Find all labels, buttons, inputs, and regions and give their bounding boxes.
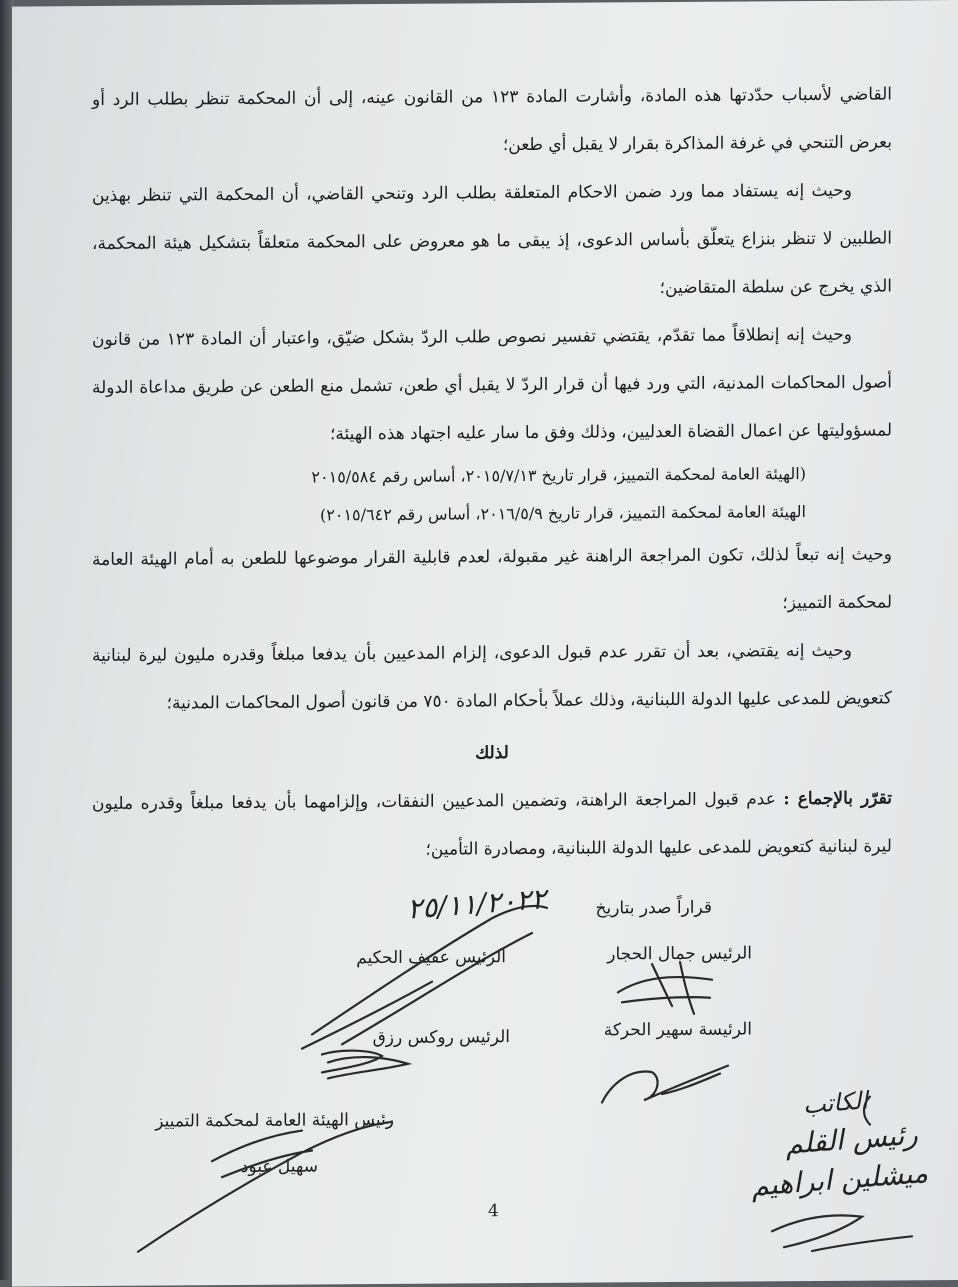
reference-2: الهيئة العامة لمحكمة التمييز، قرار تاريخ ٢٠١٦/٥/٩، أساس رقم ٢٠١٥/٦٤٢) bbox=[320, 502, 806, 525]
issued-date-handwritten: ٢٥/١١/٢٠٢٢ bbox=[405, 882, 547, 926]
signatory-roukoz: الرئيس روكس رزق bbox=[372, 1027, 510, 1049]
signature-clerk bbox=[772, 1215, 912, 1251]
decision-label: تقرّر بالإجماع : bbox=[783, 788, 892, 810]
clerk-bracket bbox=[864, 1097, 870, 1125]
document-page bbox=[12, 0, 958, 1287]
signatory-jamal: الرئيس جمال الحجار bbox=[607, 943, 752, 965]
signature-court-head bbox=[138, 1122, 392, 1252]
issued-line: قراراً صدر بتاريخ bbox=[595, 897, 712, 919]
clerk-name-handwritten: ميشلين ابراهيم bbox=[750, 1156, 929, 1203]
paragraph-2: وحيث إنه يستفاد مما ورد ضمن الاحكام المتعلقة بطلب الرد وتنحي القاضي، أن المحكمة التي تنظر بهذين الطلبين لا تنظر بنزاع يتعلّق بأساس الدعوى، إذ يبقى ما هو معروض على المحكمة متعلقاً بتشكيل هيئة المحكمة، الذي يخرج عن سلطة المتقاضين؛ bbox=[92, 180, 892, 299]
signature-afif bbox=[302, 906, 547, 1049]
signatory-suhair: الرئيسة سهير الحركة bbox=[603, 1019, 752, 1041]
paragraph-5: وحيث إنه يقتضي، بعد أن تقرر عدم قبول الدعوى، إلزام المدعيين بأن يدفعا مبلغاً وقدره مليون ليرة لبنانية كتعويض للمدعى عليها الدولة اللبنانية، وذلك عملاً بأحكام المادة ٧٥٠ من قانون أصول المحاكمات المدنية؛ bbox=[92, 640, 892, 714]
court-head-name: سهيل عبود bbox=[240, 1156, 318, 1178]
handwritten-signatures bbox=[12, 0, 958, 1287]
reference-1: (الهيئة العامة لمحكمة التمييز، قرار تاريخ ٢٠١٥/٧/١٣، أساس رقم ٢٠١٥/٥٨٤ bbox=[311, 464, 806, 487]
court-head-title: رئيس الهيئة العامة لمحكمة التمييز bbox=[155, 1109, 394, 1132]
page-number: 4 bbox=[488, 1201, 499, 1222]
clerk-title-handwritten: رئيس القلم bbox=[784, 1117, 919, 1161]
signature-roukoz bbox=[328, 1057, 408, 1079]
clerk-label: الكاتب bbox=[802, 1086, 869, 1120]
decision-text: عدم قبول المراجعة الراهنة، وتضمين المدعيين النفقات، وإلزامهما بأن يدفعا مبلغاً وقدره مليون ليرة لبنانية كتعويض للمدعى عليها الدولة اللبنانية، ومصادرة التأمين؛ bbox=[92, 789, 892, 860]
section-heading: لذلك bbox=[475, 743, 509, 764]
signatory-afif: الرئيس عفيف الحكيم bbox=[356, 947, 506, 969]
paragraph-4: وحيث إنه تبعاً لذلك، تكون المراجعة الراهنة غير مقبولة، لعدم قابلية القرار موضوعها للطعن به أمام الهيئة العامة لمحكمة التمييز؛ bbox=[92, 544, 892, 614]
signature-jamal bbox=[618, 962, 712, 1015]
paragraph-1: القاضي لأسباب حدّدتها هذه المادة، وأشارت المادة ١٢٣ من القانون عينه، إلى أن المحكمة تنظر بطلب الرد أو بعرض التنحي في غرفة المذاكرة بقرار لا يقبل أي طعن؛ bbox=[92, 84, 892, 156]
signature-suhair bbox=[602, 1066, 728, 1103]
paragraph-3: وحيث إنه إنطلاقاً مما تقدّم، يقتضي تفسير نصوص طلب الردّ بشكل ضيّق، واعتبار أن المادة ١٢٣ من قانون أصول المحاكمات المدنية، التي ورد فيها أن قرار الردّ لا يقبل أي طعن، تشمل منع الطعن عن طريق مداعاة الدولة لمسؤوليتها عن اعمال القضاة العدليين، وذلك وفق ما سار عليه اجتهاد هذه الهيئة؛ bbox=[92, 324, 892, 445]
